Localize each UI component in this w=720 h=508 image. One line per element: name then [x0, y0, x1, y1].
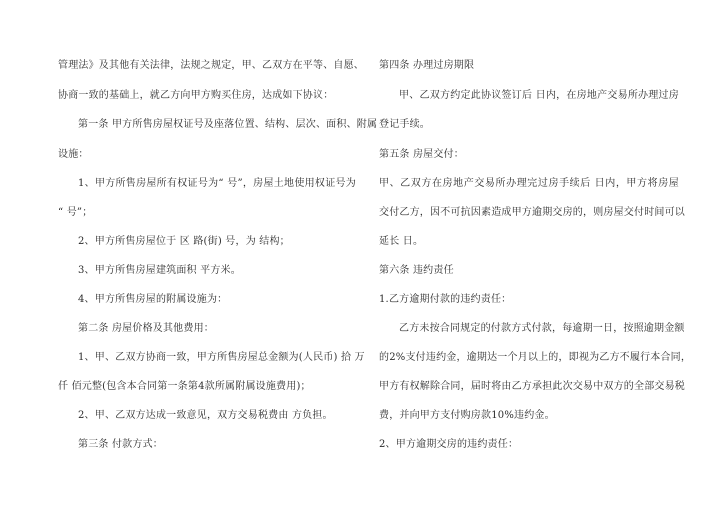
text-line: 2、甲方逾期交房的违约责任：	[379, 439, 519, 450]
text-line: 2、甲方所售房屋位于 区 路(街) 号，为 结构；	[78, 236, 290, 247]
text-line: 协商一致的基础上，就乙方向甲方购买住房，达成如下协议：	[58, 90, 334, 101]
text-line: 甲方有权解除合同，届时将由乙方承担此次交易中双方的全部交易税	[379, 381, 685, 392]
text-line: 1.乙方逾期付款的违约责任：	[379, 294, 512, 305]
text-line: 甲、乙双方在房地产交易所办理完过房手续后 日内，甲方将房屋	[379, 178, 679, 189]
clause-5-heading: 第五条 房屋交付：	[379, 149, 464, 160]
text-line: 2、甲、乙双方达成一致意见，双方交易税费由 方负担。	[78, 410, 333, 421]
clause-2-heading: 第二条 房屋价格及其他费用：	[78, 323, 214, 334]
text-line: 费，并向甲方支付购房款10%违约金。	[379, 410, 555, 421]
text-line: 管理法》及其他有关法律，法规之规定，甲、乙双方在平等、自愿、	[58, 60, 364, 71]
text-line: 设施：	[58, 149, 89, 160]
clause-4-heading: 第四条 办理过房期限	[379, 60, 475, 71]
clause-1-heading: 第一条 甲方所售房屋权证号及座落位置、结构、层次、面积、附属	[78, 119, 378, 130]
text-line: 甲、乙双方约定此协议签订后 日内，在房地产交易所办理过房	[399, 90, 679, 101]
text-line: 3、甲方所售房屋建筑面积 平方米。	[78, 265, 241, 276]
text-line: 的2%支付违约金，逾期达一个月以上的，即视为乙方不履行本合同，	[379, 352, 692, 363]
text-line: 4、甲方所售房屋的附属设施为：	[78, 294, 228, 305]
clause-6-heading: 第六条 违约责任	[379, 265, 454, 276]
text-line: 登记手续。	[379, 119, 430, 130]
text-line: “ 号”；	[58, 207, 93, 218]
text-line: 1、甲、乙双方协商一致，甲方所售房屋总金额为(人民币) 拾 万	[78, 352, 365, 363]
text-line: 延长 日。	[379, 236, 424, 247]
text-line: 仟 佰元整(包含本合同第一条第4款所属附属设施费用)；	[58, 381, 311, 392]
text-line: 乙方未按合同规定的付款方式付款，每逾期一日，按照逾期金额	[399, 323, 685, 334]
text-line: 1、甲方所售房屋所有权证号为“ 号”，房屋土地使用权证号为	[78, 178, 356, 189]
text-line: 交付乙方，因不可抗因素造成甲方逾期交房的，则房屋交付时间可以	[379, 207, 685, 218]
clause-3-heading: 第三条 付款方式：	[78, 439, 163, 450]
